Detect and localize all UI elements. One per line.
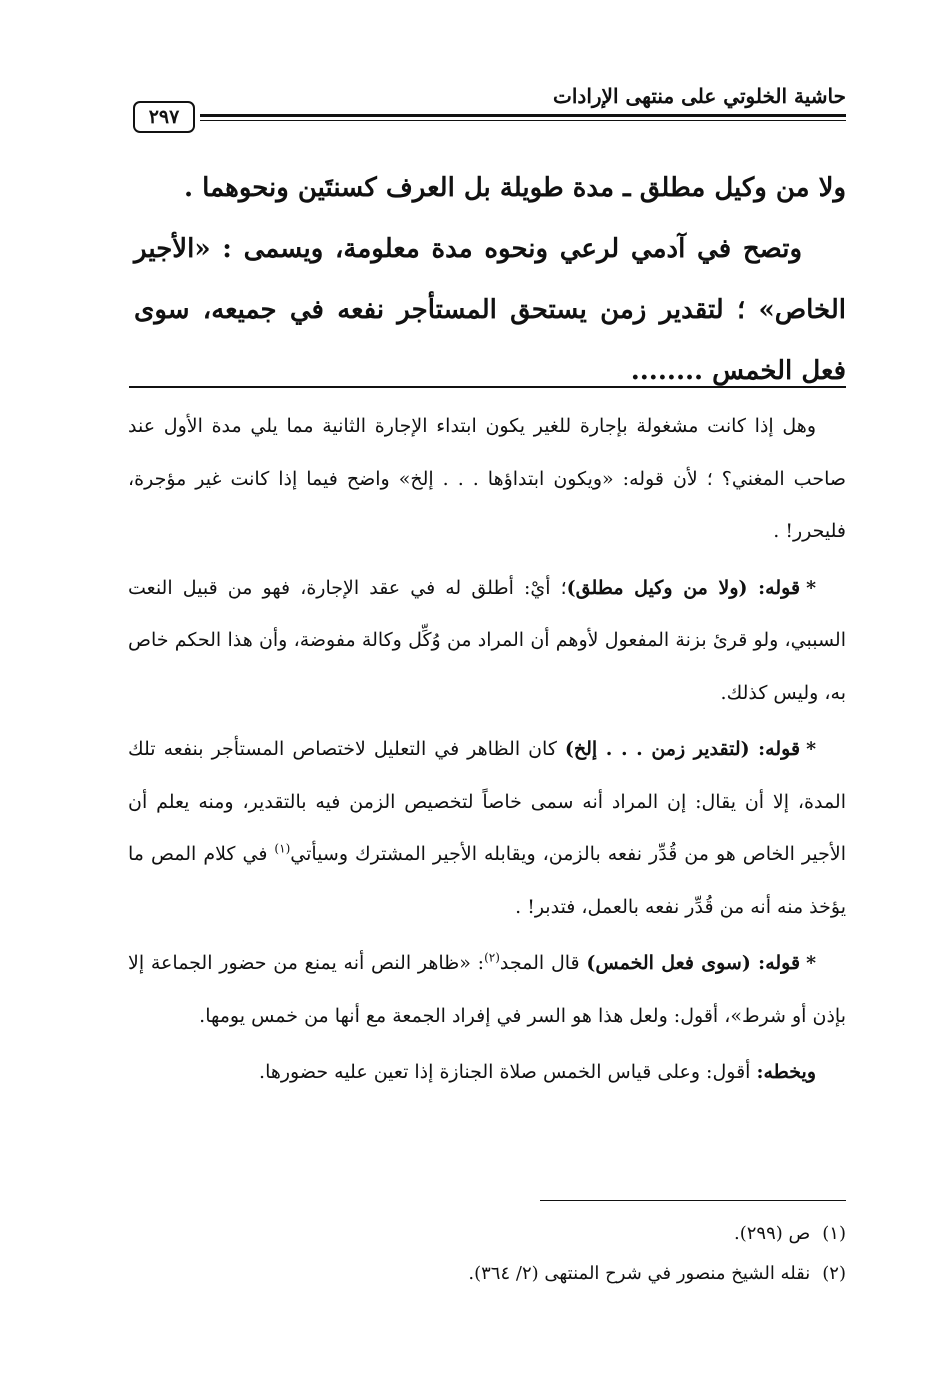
commentary-lemma: قوله: (ولا من وكيل مطلق): [566, 576, 801, 599]
commentary-lemma: ويخطه:: [756, 1061, 816, 1083]
footnote-number: (٢): [822, 1263, 846, 1284]
commentary: [128, 400, 846, 1103]
commentary-lemma: قوله: (لتقدير زمن . . . إلخ): [564, 738, 801, 760]
running-title: حاشية الخلوتي على منتهى الإرادات: [553, 84, 846, 108]
asterisk-marker: *: [806, 576, 816, 599]
header-rule-thick: [200, 114, 846, 117]
commentary-paragraph-5: [128, 1046, 846, 1099]
asterisk-marker: *: [806, 738, 816, 760]
footnote-reference: (٢): [484, 950, 500, 965]
footnote-number: (١): [822, 1223, 846, 1244]
commentary-lemma: قوله: (سوى فعل الخمس): [586, 952, 801, 974]
commentary-text: في كلام المص ما يؤخذ منه أنه من قُدِّر نفعه بالعمل، فتدبر! .: [128, 843, 846, 918]
footnote-1: [128, 1214, 846, 1254]
footnote-text: نقله الشيخ منصور في شرح المنتهى (٢/ ٣٦٤).: [468, 1263, 811, 1284]
commentary-text: كان الظاهر في التعليل لاختصاص المستأجر بنفعه تلك المدة، إلا أن يقال: إن المراد أنه سمى خاصاً لتخصيص الزمن فيه بالتقدير، ومنه يعلم أن الأجير الخاص هو من قُدِّر نفعه بالزمن، ويقابله الأجير المشترك وسيأتي: [128, 738, 846, 865]
header-rule-thin: [200, 120, 846, 121]
commentary-paragraph-4: [128, 937, 846, 1042]
commentary-text: أقول: وعلى قياس الخمس صلاة الجنازة إذا تعين عليه حضورها.: [259, 1061, 757, 1083]
commentary-text: : «ظاهر النص أنه يمنع من حضور الجماعة إلا بإذن أو شرط»، أقول: ولعل هذا هو السر في إفراد الجمعة مع أنها من خمس يومها.: [128, 952, 846, 1027]
commentary-text: قال المجد: [499, 952, 587, 974]
main-text: [134, 158, 846, 402]
footnotes: [128, 1214, 846, 1294]
commentary-paragraph-3: [128, 723, 846, 933]
footnote-2: [128, 1254, 846, 1294]
asterisk-marker: *: [806, 952, 817, 974]
main-paragraph-1: ولا من وكيل مطلق ـ مدة طويلة بل العرف كسنتَين ونحوهما .: [184, 173, 846, 203]
continuation-dots: ........: [630, 356, 704, 386]
commentary-text: ؛ أيْ: أطلق له في عقد الإجارة، فهو من قبيل النعت السببي، ولو قرئ بزنة المفعول لأوهم أن المراد من وُكِّل وكالة مفوضة، وأن هذا الحكم خاص به، وليس كذلك.: [128, 576, 846, 704]
page-number: ٢٩٧: [133, 101, 195, 133]
text-commentary-divider: [129, 386, 846, 388]
footnote-reference: (١): [274, 841, 291, 856]
footnote-divider: [540, 1200, 846, 1201]
main-paragraph-2-text: وتصح في آدمي لرعي ونحوه مدة معلومة، ويسمى : «الأجير الخاص» ؛ لتقدير زمن يستحق المستأجر نفعه في جميعه، سوى فعل الخمس: [134, 234, 846, 386]
main-paragraph-2: [134, 219, 846, 402]
footnote-text: ص (٢٩٩).: [733, 1223, 811, 1244]
commentary-paragraph-2: [128, 562, 846, 720]
commentary-paragraph-1: وهل إذا كانت مشغولة بإجارة للغير يكون ابتداء الإجارة الثانية مما يلي مدة الأول عند صاحب المغني؟ ؛ لأن قوله: «ويكون ابتداؤها . . . إلخ» واضح فيما إذا كانت غير مؤجرة، فليحرر! .: [128, 415, 846, 542]
